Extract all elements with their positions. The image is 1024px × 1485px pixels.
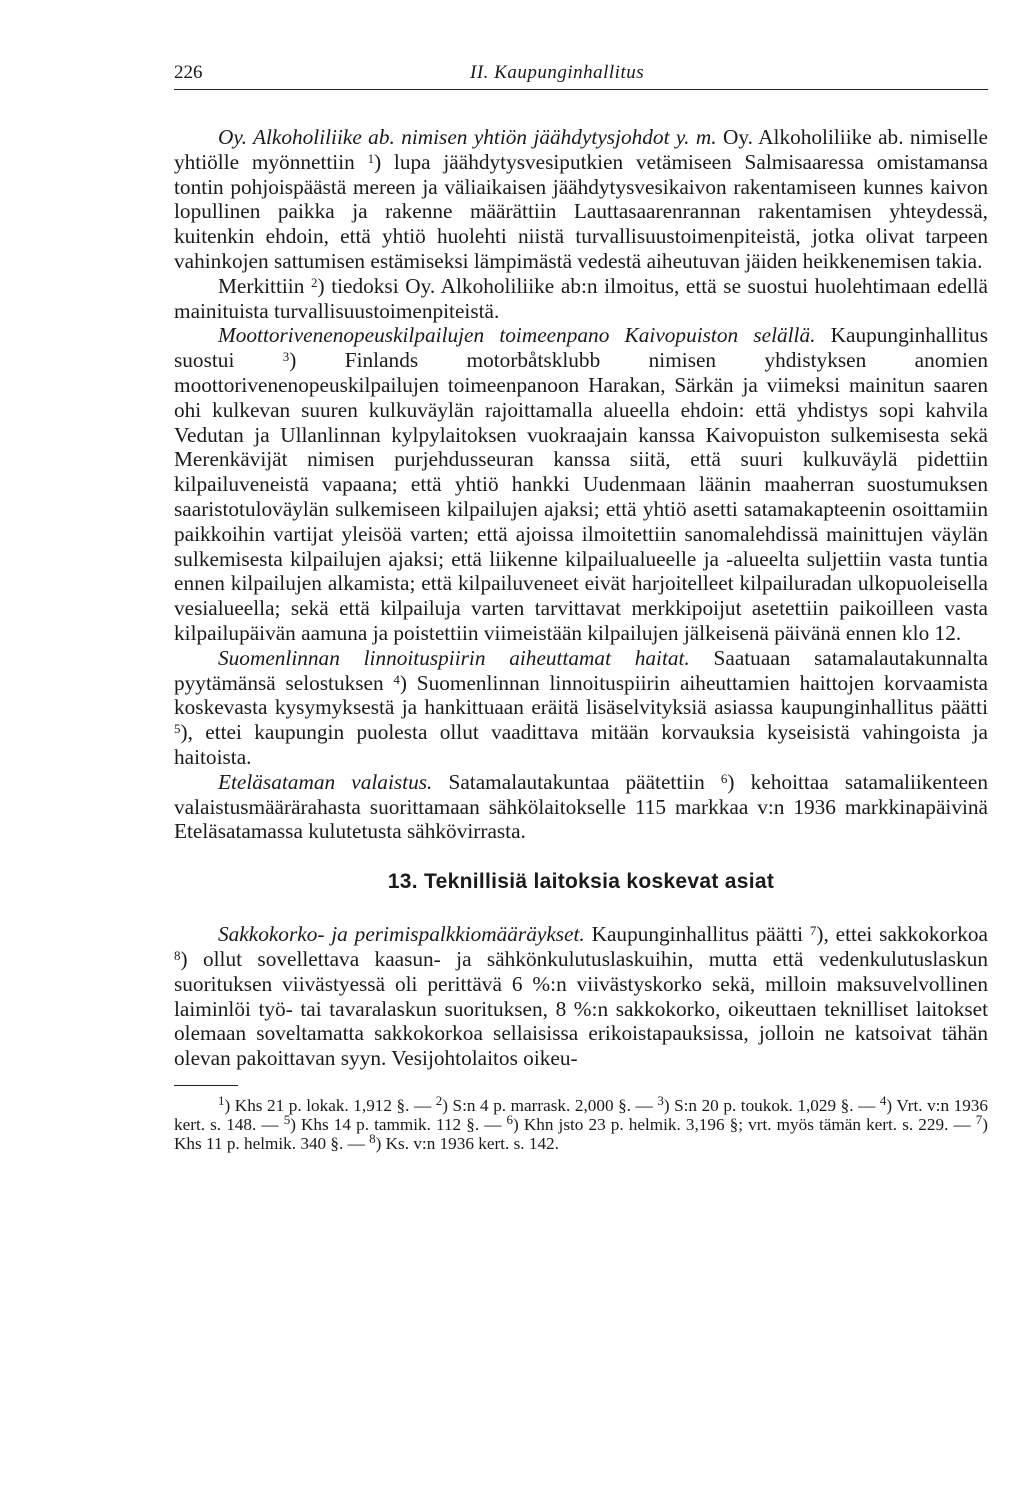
page-header (174, 62, 988, 88)
paragraph-text: ) lupa jäähdytysvesiputkien vetämiseen Salmisaaressa omistamansa tontin pohjoispäästä mereen ja väliaikaisen jäähdytysvesikaivon rakentamiseen kunnes kaivon lopullinen paikka ja rakenne määrättiin Lauttasaarenrannan rakentamisen yhteydessä, kuitenkin ehdoin, että yhtiö huolehti niistä turvallisuustoimenpiteistä, jotka olivat tarpeen vahinkojen sattumisen estämiseksi lämpimästä vedestä aiheutuvan jäiden heikkenemisen takia. (174, 149, 988, 273)
footnote-mark: 7 (975, 1112, 983, 1128)
paragraph-text: Saatuaan satamalautakunnalta pyytämänsä selostuksen (174, 645, 988, 695)
footnote-text: ) S:n 20 p. toukok. 1,029 §. — (663, 1095, 880, 1115)
footnote-mark: 2 (435, 1092, 443, 1108)
running-title: II. Kaupunginhallitus (470, 62, 645, 83)
footnote-text: ) Ks. v:n 1936 kert. s. 142. (375, 1134, 559, 1154)
paragraph-text: Kaupunginhallitus suostui (174, 323, 988, 373)
footnote-rule (174, 1085, 238, 1086)
paragraph-text: Kaupunginhallitus päätti (584, 922, 810, 947)
footnote-text: ) Khs 21 p. lokak. 1,912 §. — (224, 1095, 436, 1115)
footnote-ref: 2 (310, 274, 318, 290)
paragraph-text: ), ettei sakkokorkoa (816, 922, 988, 947)
footnote-text: ) Khs 14 p. tammik. 112 §. — (290, 1115, 507, 1135)
footnote-mark: 4 (879, 1092, 887, 1108)
footnote-mark: 3 (657, 1092, 664, 1108)
paragraph-title: Moottorivenenopeuskilpailujen toimeenpano Kaivopuiston selällä. (218, 323, 816, 348)
paragraph-title: Sakkokorko- ja perimispalkkiomääräykset. (218, 922, 585, 947)
paragraph-alkoholiliike (174, 125, 988, 274)
paragraph-text: ) ollut sovellettava kaasun- ja sähkönkulutuslaskuihin, mutta että vedenkulutuslaskun suorituksen viivästyessä oli perittävä 6 %:n viivästyskorko sekä, milloin maksuvelvollinen laiminlöi työ- tai tavaralaskun suorituksen, 8 %:n sakkokorko, oikeuttaen teknilliset laitokset olemaan soveltamatta sakkokorkoa sellaisissa erikoistapauksissa, jolloin ne katsoivat tähän olevan pakoittavan syyn. Vesijohtolaitos oikeu- (174, 946, 988, 1071)
paragraph-text: ) tiedoksi Oy. Alkoholiliike ab:n ilmoitus, että se suostui huolehtimaan edellä mainituista turvallisuustoimenpiteistä. (174, 273, 988, 323)
paragraph-text: Merkittiin (218, 273, 311, 298)
footnote-text: ) Khs 11 p. helmik. 340 §. — (174, 1115, 988, 1154)
footnote-mark: 5 (283, 1112, 291, 1128)
footnote-ref: 4 (393, 671, 400, 687)
paragraph-sakkokorko (174, 922, 988, 1071)
footnote-ref: 3 (282, 349, 290, 365)
paragraph-text: ), ettei kaupungin puolesta ollut vaadittava mitään korvauksia kyseisistä vahingoista ja haitoista. (174, 720, 988, 769)
footnote-text: ) Khn jsto 23 p. helmik. 3,196 §; vrt. myös tämän kert. s. 229. — (513, 1115, 976, 1135)
footnote-ref: 8 (174, 947, 181, 963)
section-heading: 13. Teknillisiä laitoksia koskevat asiat (387, 870, 775, 894)
paragraph-text: Satamalautakuntaa päätettiin (432, 769, 721, 794)
footnote-ref: 6 (720, 770, 728, 786)
page-number: 226 (174, 62, 203, 83)
paragraph-title: Suomenlinnan linnoituspiirin aiheuttamat haitat. (218, 645, 690, 670)
footnote-ref: 1 (367, 150, 375, 166)
footnote-mark: 1 (218, 1092, 225, 1108)
footnote-mark: 6 (506, 1112, 514, 1128)
header-rule (174, 89, 988, 90)
paragraph-title: Eteläsataman valaistus. (218, 769, 433, 794)
page-body (174, 125, 988, 1154)
paragraph-text: ) Suomenlinnan linnoituspiirin aiheuttamien haittojen korvaamista koskevasta kysymyksestä ja hankittuaan eräitä lisäselvityksiä asiassa kaupunginhallitus päätti (174, 670, 989, 720)
footnote-mark: 8 (369, 1131, 376, 1147)
paragraph-title: Oy. Alkoholiliike ab. nimisen yhtiön jäähdytysjohdot y. m. (218, 125, 717, 149)
paragraph-merkittiin (174, 274, 988, 324)
paragraph-text: ) Finlands motorbåtsklubb nimisen yhdistyksen anomien moottorivenenopeuskilpailujen toimeenpanoon Harakan, Särkän ja viimeksi mainitun saaren ohi kulkevan suuren kulkuväylän rajoittamalla alueella ehdoin: että yhdistys sopi kahvila Vedutan ja Ullanlinnan kylpylaitoksen vuokraajain kanssa Kaivopuiston sulkemisesta sekä Merenkävijät nimisen purjehdusseuran kanssa siitä, että suuri kulkuväylä pidettiin kilpailuveneistä vapaana; että yhtiö hankki Uudenmaan läänin maaherran suostumuksen saaristotuloväylän sulkemiseen kilpailujen ajaksi; että yhtiö asetti satamakapteenin osoittamiin paikkoihin vartijat yleisöä varten; että ajoissa ilmoitettiin sanomalehdissä mainittujen väylän sulkemisesta kilpailujen ajaksi; että liikenne kilpailualueelle ja -alueelta suljettiin vasta tuntia ennen kilpailujen alkamista; että kilpailuveneet eivät harjoitelleet kilpailuradan ulkopuoleisella vesialueella; sekä että kilpailuja varten tarvittavat merkkipoijut asetettiin paikoilleen vasta kilpailupäivän aamuna ja poistettiin viimeistään kilpailujen jälkeisenä päivänä ennen klo 12. (174, 348, 988, 645)
document-page (174, 62, 989, 1154)
paragraph-moottorivene (174, 323, 988, 645)
paragraph-etelasatama (174, 770, 988, 844)
paragraph-suomenlinna (174, 646, 988, 770)
footnotes (174, 1092, 988, 1154)
footnote-text: ) Vrt. v:n 1936 kert. s. 148. — (174, 1095, 988, 1135)
footnote-ref: 5 (174, 721, 181, 737)
paragraph-text: Oy. Alkoholiliike ab. nimiselle yhtiölle myönnettiin (174, 125, 988, 174)
footnote-ref: 7 (809, 923, 817, 939)
footnote-text: ) S:n 4 p. marrask. 2,000 §. — (442, 1095, 658, 1115)
paragraph-text: ) kehoittaa satamaliikenteen valaistusmäärärahasta suorittamaan sähkölaitokselle 115 markkaa v:n 1936 markkinapäivinä Eteläsatamassa kulutetusta sähkövirrasta. (174, 769, 988, 844)
